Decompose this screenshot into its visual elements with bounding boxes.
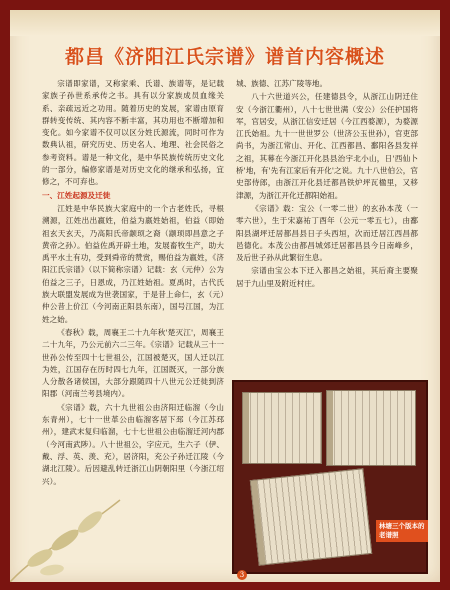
leaf-decoration-icon [10,480,130,582]
page-number: 3 [237,570,247,580]
genealogy-photo [232,380,428,574]
section-heading: 一、江姓起源及迁徙 [42,190,111,200]
old-genealogy-book [326,390,416,466]
old-genealogy-book [242,392,322,464]
body-paragraph: 江姓是中华民族大家庭中的一个古老姓氏，寻根溯源，江姓出出嬴姓，伯益为嬴姓始祖，伯益（即始祖玄天玄天，乃高阳氏帝颛顼之裔（颛顼即昌意之子黄帝之孙）。伯益佐禹开辟土地，发展畜牧生产，助大禹平水土有功，受到舜帝的赞赏，赐伯益为嬴姓，《济阳江氏宗谱》（以下简称宗谱）记载：玄（元仲）公为伯益之三子，日恩成，乃江姓始祖。夏禹时，古代氏族大联盟发展成为世袭国家，于是昔上命仁，玄（元）仲公昔上价江（今河南正阳县东南），国号江国，为江姓之始。 [42,203,224,324]
body-paragraph: 宗谱由宝公本下迁入都昌之始祖，其后裔主要聚居于九山里及附近村庄。 [236,266,418,288]
body-paragraph: 城、族德、江苏广陵等地。 [236,79,328,88]
intro-paragraph: 宗谱即家谱，又称家乘、氏谱、族谱等，是记载家族子孙世系承传之书。具有以分家族成员血缘关系、亲疏远近之功用。随着历史的发展，家谱由原育群转变传统、其内容不断丰富，其功用也不断增加和变化。如今家谱不仅可以区分姓氏源流，同时可作为数典认祖，研究历史、历史名人、地理、社会民俗之参考资料。谱是一种文化，是中华民族传统历史文化的一部分，编修家谱是对历史文化的继承和弘扬，宜修之，不可弃也。 [42,79,224,187]
body-paragraph: 八十六世道兴公，任建德县令，从浙江山阴迁住安（今浙江衢州），八十七世世满（安公）公任护国将军，官居安，从浙江信安迁居（今江西婺源），为婺源江氏始祖。九十一世世罗公（世济公玉世孙），官吏部尚书，为浙江常山、开化、江西都昌、鄱阳各县发祥之祖，其幕在今浙江开化县县治宇北小山，日'西仙卜桥'地，有'先有江家后有开化'之说。九十八世伯公，官史部侍郎，由浙江开化县迁都昌铁炉坪瓦楹里，又移津源，为浙江开化迁都阳始祖。 [236,92,418,200]
top-band [10,10,440,36]
article-title: 都昌《济阳江氏宗谱》谱首内容概述 [64,46,385,68]
body-paragraph: 《宗谱》载：宝公（一零二世）的玄孙本茂（一零六世），生于宋嘉祐丁酉年（公元一零五七），由鄱阳县湖坪迁居都昌县日子头西垣，次而迁居江西昌都邑德化。本茂公由都昌城郊迁居都昌县今日南峰乡，及后世子孙从此繁衍生息。 [236,203,418,263]
right-column [236,78,418,291]
photo-caption: 林塘三个版本的老谱照 [376,520,428,542]
left-column [42,78,224,489]
body-paragraph: 《宗谱》载，六十九世祖公由济阳迁临溜（今山东青州），七十一世革公由临溜客居下邳（今江苏邳州），建武末复归临溜，七十七世祖公由临溜迁河内郡（今河南武陟）。八十世祖公，字应元，生六子（伊、戴、浮、英、羡、充），居济阳，充公子孙迁江陵（今湖北江陵）。后因避乱转迁浙江山阴朝阳里（今浙江绍兴）。 [42,402,224,486]
body-paragraph: 《春秋》载，周襄王二十九年秋'楚灭江'，周襄王二十九年，乃公元前六二三年。《宗谱》记载从三十一世孙公传至四十七世祖公，江国被楚灭，国人迁以江为姓，江国存在历时四七九年，江国既灭，一部分族人分散各诸侯国，大部分跟随四十八世元公迁徙到济阳郡（河南兰考县境内）。 [42,327,224,399]
old-genealogy-book [250,468,372,565]
page [10,10,440,582]
